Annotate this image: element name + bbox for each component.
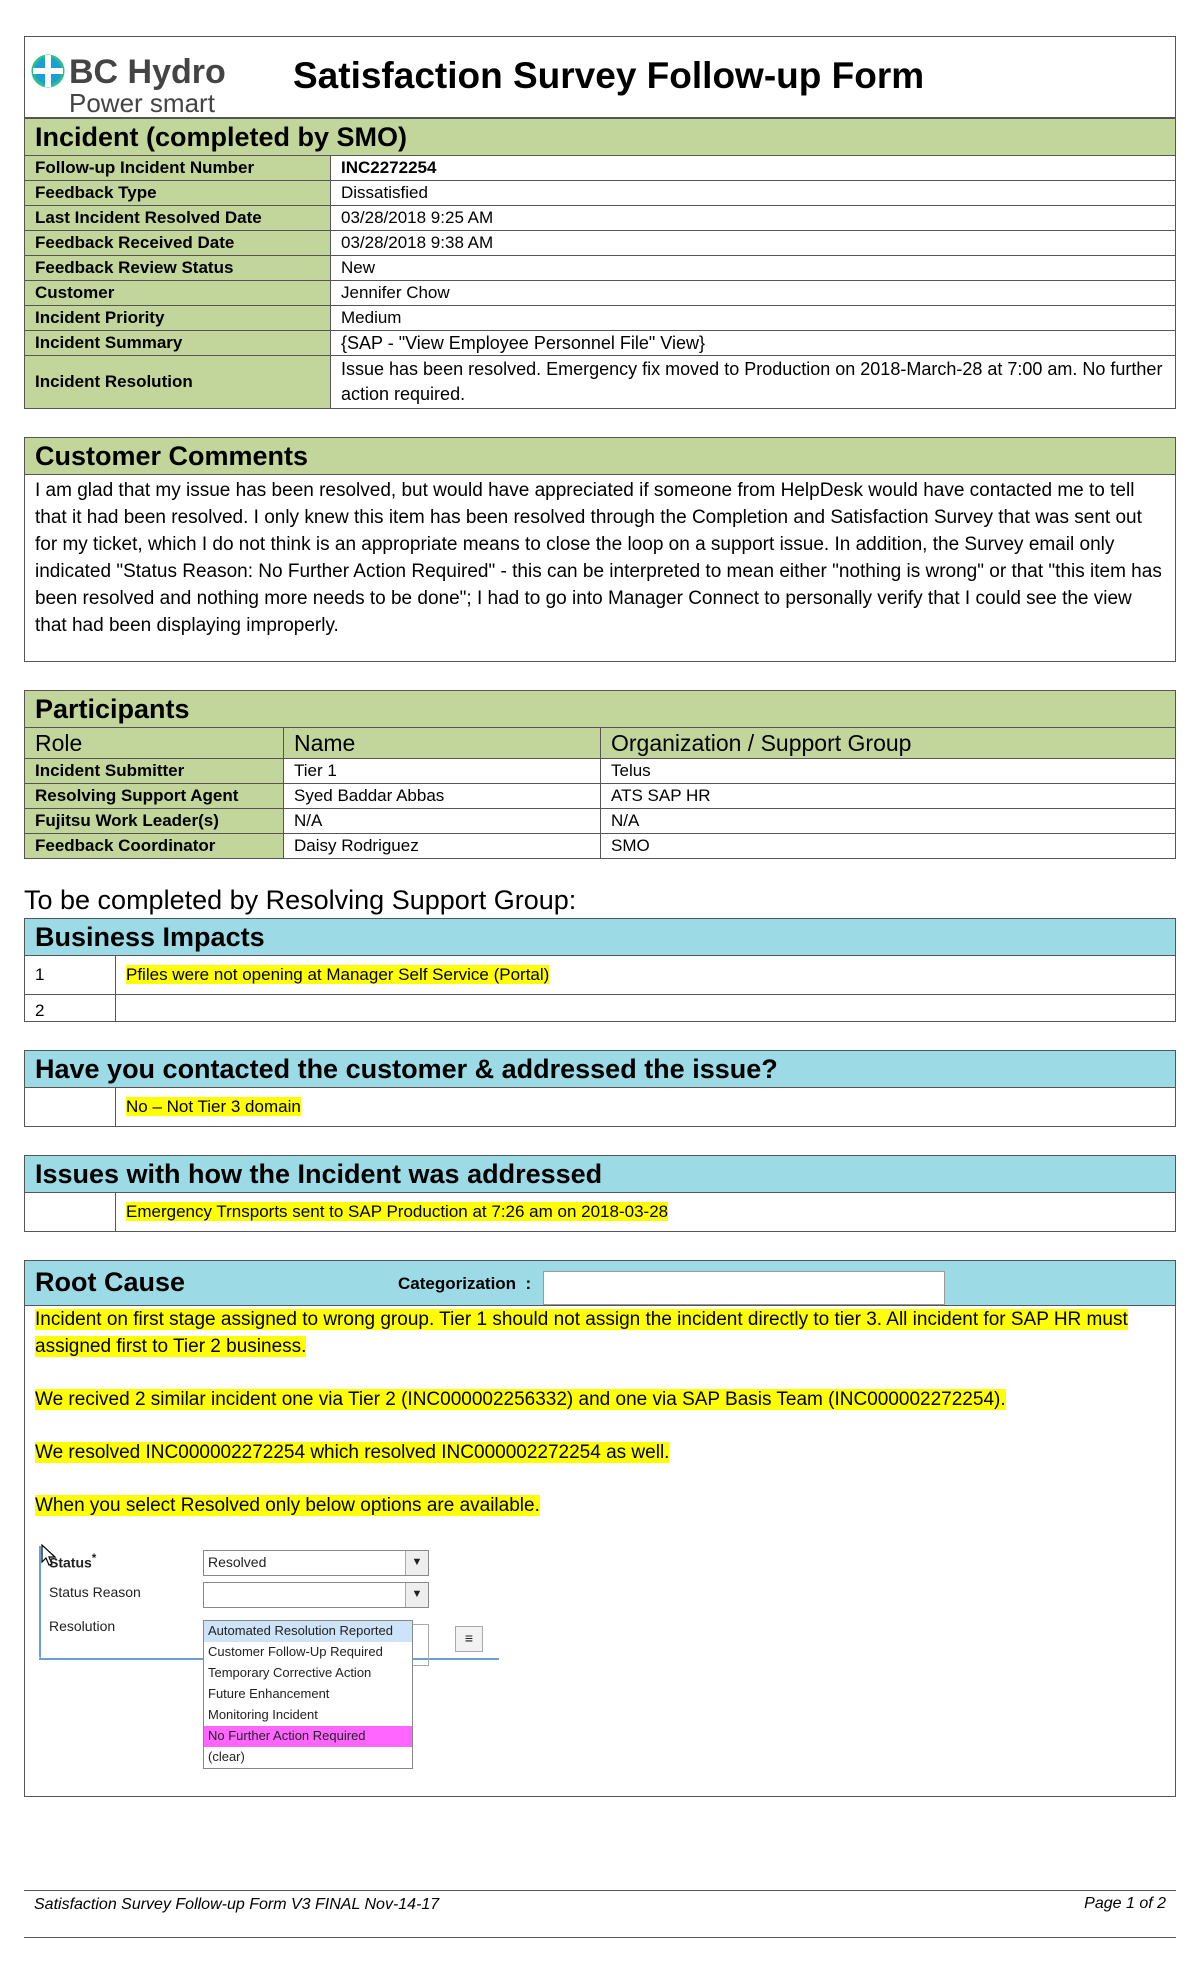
table-row	[25, 306, 1176, 331]
field-value: {SAP - "View Employee Personnel File" View}	[331, 331, 1176, 356]
footer-doc-name: Satisfaction Survey Follow-up Form V3 FINAL Nov-14-17	[34, 1896, 440, 1913]
column-header: Organization / Support Group	[601, 728, 1176, 759]
incident-heading: Incident (completed by SMO)	[25, 119, 1176, 156]
chevron-down-icon[interactable]: ▼	[405, 1583, 428, 1607]
issues-table	[24, 1155, 1176, 1232]
title-box	[24, 36, 1176, 118]
column-header: Name	[284, 728, 601, 759]
table-row	[25, 809, 1176, 834]
dropdown-option[interactable]: Temporary Corrective Action	[208, 1665, 372, 1680]
business-impacts-heading: Business Impacts	[25, 919, 1176, 956]
page-title: Satisfaction Survey Follow-up Form	[293, 55, 925, 96]
field-label: Incident Summary	[25, 331, 331, 356]
field-value: Issue has been resolved. Emergency fix moved to Production on 2018-March-28 at 7:00 am. No further action required.	[331, 356, 1176, 409]
footer-page-number: Page 1 of 2	[1084, 1895, 1166, 1912]
table-row	[25, 331, 1176, 356]
field-label: Incident Priority	[25, 306, 331, 331]
field-label: Feedback Type	[25, 181, 331, 206]
table-row	[25, 356, 1176, 409]
role-cell: Fujitsu Work Leader(s)	[25, 809, 284, 834]
org-cell: Telus	[601, 759, 1176, 784]
form-page	[24, 36, 1176, 1797]
resolving-group-label: To be completed by Resolving Support Group:	[24, 885, 577, 915]
table-row	[25, 281, 1176, 306]
name-cell: Tier 1	[284, 759, 601, 784]
status-reason-label: Status Reason	[49, 1584, 141, 1600]
field-value: 03/28/2018 9:38 AM	[331, 231, 1176, 256]
issues-answer: Emergency Trnsports sent to SAP Production at 7:26 am on 2018-03-28	[126, 1202, 669, 1221]
table-row	[25, 834, 1176, 859]
field-value: 03/28/2018 9:25 AM	[331, 206, 1176, 231]
root-cause-section	[24, 1260, 1176, 1797]
comments-section	[24, 437, 1176, 662]
field-label: Incident Resolution	[25, 356, 331, 409]
status-reason-dropdown	[203, 1620, 413, 1769]
issues-cell	[116, 1193, 1176, 1232]
field-value: Dissatisfied	[331, 181, 1176, 206]
participants-table	[24, 690, 1176, 859]
name-cell: Daisy Rodriguez	[284, 834, 601, 859]
table-row	[25, 784, 1176, 809]
role-cell: Feedback Coordinator	[25, 834, 284, 859]
hydro-leaf-icon	[29, 45, 259, 117]
table-row	[25, 995, 1176, 1022]
resolution-label: Resolution	[49, 1618, 116, 1634]
issues-heading: Issues with how the Incident was addressed	[25, 1156, 1176, 1193]
field-label: Feedback Received Date	[25, 231, 331, 256]
status-screenshot	[35, 1546, 495, 1786]
contacted-cell	[116, 1088, 1176, 1127]
table-row	[25, 759, 1176, 784]
org-cell: N/A	[601, 809, 1176, 834]
dropdown-option[interactable]: Monitoring Incident	[208, 1707, 318, 1722]
table-row	[25, 231, 1176, 256]
comments-heading: Customer Comments	[25, 438, 1176, 475]
field-label: Last Incident Resolved Date	[25, 206, 331, 231]
empty-cell	[25, 1193, 116, 1232]
chevron-down-icon[interactable]: ▼	[405, 1551, 428, 1575]
status-value: Resolved	[208, 1554, 267, 1570]
table-header-row	[25, 728, 1176, 759]
table-row	[25, 181, 1176, 206]
table-row	[25, 1088, 1176, 1127]
contacted-table	[24, 1050, 1176, 1127]
table-row	[25, 156, 1176, 181]
logo-sub-text: Power smart	[69, 88, 215, 117]
impact-cell	[116, 956, 1176, 995]
comments-text: I am glad that my issue has been resolved, but would have appreciated if someone from HelpDesk would have contacted me to tell that it had been resolved. I only knew this item has been resolved through the Completion and Satisfaction Survey that was sent out for my ticket, which I do not think is an appropriate means to close the loop on a support issue. In addition, the Survey email only indicated "Status Reason: No Further Action Required" - this can be interpreted to mean either "nothing is wrong" or that "this item has been resolved and nothing more needs to be done"; I had to go into Manager Connect to personally verify that I could see the view that had been displaying improperly.	[24, 475, 1176, 662]
impact-text	[116, 995, 1176, 1022]
role-cell: Resolving Support Agent	[25, 784, 284, 809]
field-value: Medium	[331, 306, 1176, 331]
dropdown-option[interactable]: Automated Resolution Reported	[204, 1621, 412, 1642]
contacted-answer: No – Not Tier 3 domain	[126, 1097, 301, 1116]
table-row	[25, 206, 1176, 231]
bc-hydro-logo	[29, 45, 259, 117]
participants-heading: Participants	[25, 691, 1176, 728]
dropdown-option[interactable]: Future Enhancement	[208, 1686, 330, 1701]
name-cell: N/A	[284, 809, 601, 834]
root-cause-paragraph: We recived 2 similar incident one via Tier 2 (INC000002256332) and one via SAP Basis Team (INC000002272254).	[35, 1389, 1006, 1410]
field-label: Feedback Review Status	[25, 256, 331, 281]
categorization-label: Categorization :	[398, 1274, 532, 1293]
table-row	[25, 1193, 1176, 1232]
table-row	[25, 956, 1176, 995]
org-cell: SMO	[601, 834, 1176, 859]
role-cell: Incident Submitter	[25, 759, 284, 784]
field-label: Customer	[25, 281, 331, 306]
field-label: Follow-up Incident Number	[25, 156, 331, 181]
field-value: New	[331, 256, 1176, 281]
row-number: 2	[25, 995, 116, 1022]
empty-cell	[25, 1088, 116, 1127]
status-reason-select[interactable]	[203, 1582, 429, 1608]
root-cause-body	[24, 1306, 1176, 1797]
field-value: Jennifer Chow	[331, 281, 1176, 306]
org-cell: ATS SAP HR	[601, 784, 1176, 809]
dropdown-option[interactable]: Customer Follow-Up Required	[208, 1644, 383, 1659]
dropdown-option[interactable]: (clear)	[208, 1749, 245, 1764]
categorization-input[interactable]	[543, 1271, 945, 1305]
column-header: Role	[25, 728, 284, 759]
incident-number-value: INC2272254	[331, 156, 1176, 181]
status-select[interactable]	[203, 1550, 429, 1576]
incident-table	[24, 118, 1176, 409]
notes-icon[interactable]: ≡	[455, 1626, 483, 1652]
impact-text: Pfiles were not opening at Manager Self Service (Portal)	[126, 965, 550, 984]
root-cause-heading: Root Cause	[35, 1267, 186, 1297]
root-cause-paragraph: We resolved INC000002272254 which resolved INC000002272254 as well.	[35, 1442, 670, 1463]
name-cell: Syed Baddar Abbas	[284, 784, 601, 809]
status-label: Status*	[49, 1552, 97, 1571]
root-cause-paragraph: Incident on first stage assigned to wrong group. Tier 1 should not assign the incident directly to tier 3. All incident for SAP HR must assigned first to Tier 2 business.	[35, 1309, 1128, 1357]
logo-main-text: BC Hydro	[69, 53, 226, 91]
contacted-heading: Have you contacted the customer & addressed the issue?	[25, 1051, 1176, 1088]
table-row	[25, 256, 1176, 281]
page-footer	[24, 1890, 1176, 1938]
root-cause-paragraph: When you select Resolved only below options are available.	[35, 1495, 540, 1516]
dropdown-option[interactable]: No Further Action Required	[204, 1726, 412, 1747]
row-number: 1	[25, 956, 116, 995]
root-cause-header	[24, 1260, 1176, 1306]
business-impacts-table	[24, 918, 1176, 1022]
